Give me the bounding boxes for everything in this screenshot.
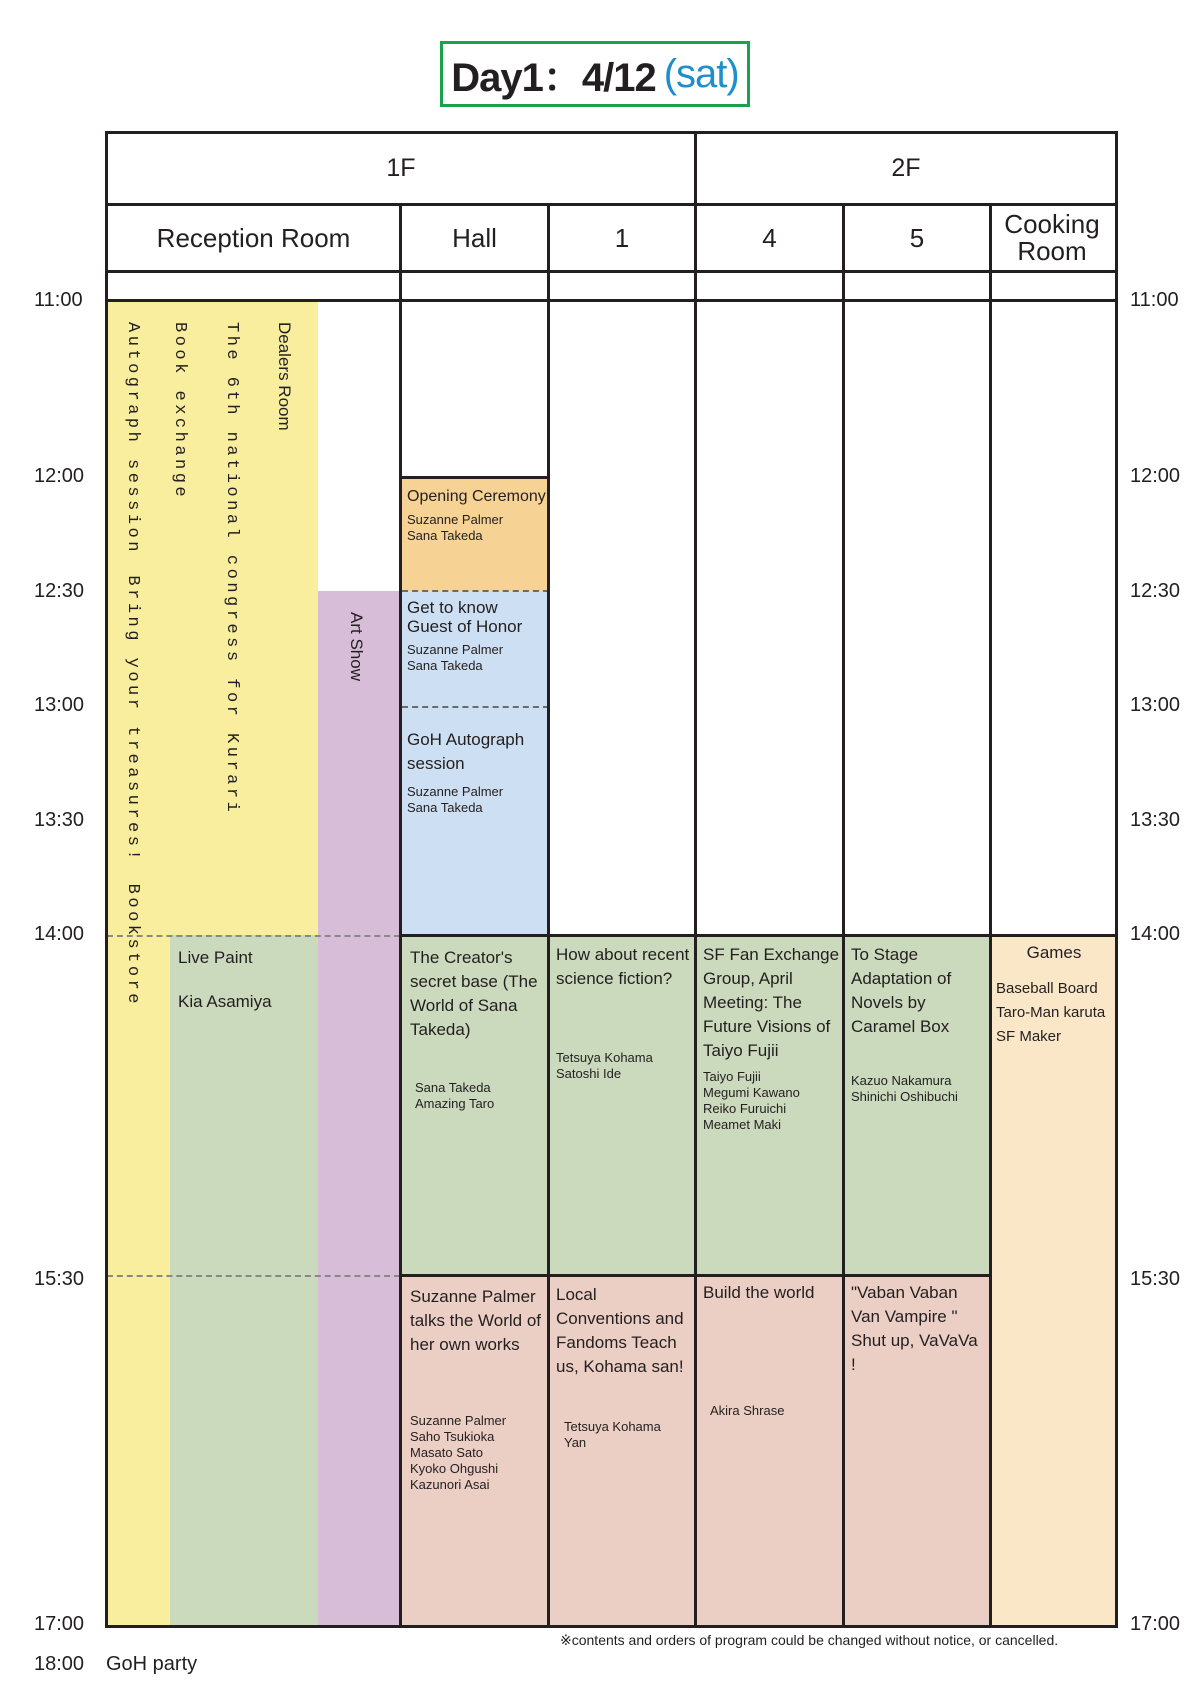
page-title: [440, 41, 750, 107]
science-event[interactable]: [556, 943, 692, 1082]
palmer-event[interactable]: [410, 1285, 545, 1493]
floor-1f-header: 1F: [386, 154, 416, 182]
kurari-congress-label: The 6th national congress for Kurari: [222, 322, 241, 816]
event-title: Suzanne Palmer talks the World of her own works: [410, 1287, 542, 1354]
time-label-left: 18:00: [34, 1653, 85, 1675]
grid-line: [106, 1625, 1118, 1628]
get-to-know-goh-event[interactable]: [407, 598, 539, 674]
stage-adaptation-event[interactable]: [851, 943, 987, 1105]
event-name: Suzanne Palmer: [407, 642, 504, 657]
dealers-room-label: Dealers Room: [275, 322, 294, 431]
event-title: The Creator's secret base (The World of Sana Takeda): [410, 948, 538, 1039]
event-names: [407, 642, 539, 674]
grid-line: [547, 203, 550, 1628]
event-name: Megumi Kawano: [703, 1085, 800, 1100]
time-label-right: 13:00: [1130, 694, 1181, 716]
art-show-label: Art Show: [347, 612, 366, 681]
fan-exchange-event[interactable]: [703, 943, 843, 1133]
event-name: Tetsuya Kohama: [564, 1419, 661, 1434]
event-names: [407, 512, 547, 544]
event-name: Tetsuya Kohama: [556, 1050, 653, 1065]
time-label-right: 15:30: [1130, 1268, 1181, 1290]
time-label-left: 12:30: [34, 580, 85, 602]
event-name: Reiko Furuichi: [703, 1101, 787, 1116]
dashed-separator: [107, 1275, 400, 1277]
games-item: Taro-Man karuta: [996, 1004, 1106, 1021]
event-title: To Stage Adaptation of Novels by Caramel Box: [851, 945, 952, 1036]
event-title: "Vaban Vaban Van Vampire " Shut up, VaVaVa !: [851, 1283, 978, 1374]
room-1-header: 1: [614, 222, 630, 253]
dashed-separator: [107, 935, 400, 937]
grid-line: [400, 934, 1118, 937]
vaban-event[interactable]: [851, 1281, 987, 1377]
room-hall-header: Hall: [452, 222, 497, 253]
event-name: Sana Takeda: [407, 800, 483, 815]
time-label-right: 17:00: [1130, 1613, 1181, 1635]
grid-line: [842, 203, 845, 1628]
book-exchange-label: Book exchange: [170, 322, 189, 501]
build-world-event[interactable]: [703, 1281, 839, 1419]
event-names: [556, 1050, 692, 1082]
grid-line: [694, 131, 697, 1628]
event-name: Amazing Taro: [415, 1096, 495, 1111]
event-name: Shinichi Oshibuchi: [851, 1089, 958, 1104]
time-label-right: 13:30: [1130, 809, 1181, 831]
local-conventions-event[interactable]: [556, 1283, 694, 1451]
time-label-right: 14:00: [1130, 923, 1181, 945]
games-item: Baseball Board: [996, 980, 1098, 997]
goh-autograph-event[interactable]: [407, 728, 542, 816]
time-label-left: 13:00: [34, 694, 85, 716]
event-name: Sana Takeda: [415, 1080, 491, 1095]
event-name: Saho Tsukioka: [410, 1429, 495, 1444]
event-name: Yan: [564, 1435, 587, 1450]
time-label-left: 12:00: [34, 465, 85, 487]
title-day: Day1：4/12: [451, 55, 656, 100]
art-show-block[interactable]: [318, 591, 400, 1627]
event-names: [851, 1073, 987, 1105]
goh-party-label: GoH party: [106, 1653, 198, 1675]
event-name: Suzanne Palmer: [410, 1413, 507, 1428]
grid-line: [399, 203, 402, 1628]
dashed-separator: [402, 706, 549, 708]
event-title: Get to know Guest of Honor: [407, 598, 523, 636]
title-weekday: (sat): [663, 51, 739, 96]
grid-line: [989, 203, 992, 1628]
grid-line: [106, 270, 1118, 273]
event-name: Suzanne Palmer: [407, 512, 504, 527]
event-names: [407, 784, 542, 816]
opening-ceremony-event[interactable]: [407, 485, 547, 544]
creator-event[interactable]: [410, 946, 544, 1112]
room-4-header: 4: [762, 222, 777, 253]
event-name: Akira Shrase: [710, 1403, 785, 1418]
event-name: Satoshi Ide: [556, 1066, 622, 1081]
grid-line: [400, 476, 549, 479]
event-name: Kazuo Nakamura: [851, 1073, 952, 1088]
event-names: [703, 1069, 843, 1133]
live-paint-names: Kia Asamiya: [178, 992, 272, 1011]
time-label-left: 17:00: [34, 1613, 85, 1635]
games-list: [996, 977, 1112, 1049]
event-names: [703, 1403, 839, 1419]
event-title: How about recent science fiction?: [556, 945, 690, 988]
time-label-left: 13:30: [34, 809, 85, 831]
grid-line: [106, 299, 1118, 302]
event-names: [410, 1080, 544, 1112]
games-item: SF Maker: [996, 1028, 1062, 1045]
games-event[interactable]: [996, 941, 1112, 1049]
autograph-bookstore-label: Autograph session Bring your treasures! Bookstore: [123, 322, 142, 1007]
room-cooking-header: Cooking Room: [1004, 209, 1100, 266]
event-name: Sana Takeda: [407, 658, 483, 673]
event-name: Masato Sato: [410, 1445, 483, 1460]
event-title: Local Conventions and Fandoms Teach us, Kohama san!: [556, 1285, 684, 1376]
event-title: Games: [1026, 943, 1082, 962]
event-names: [410, 1413, 545, 1493]
event-name: Kyoko Ohgushi: [410, 1461, 499, 1476]
event-title: Build the world: [703, 1283, 815, 1302]
live-paint-title: Live Paint: [178, 948, 253, 967]
time-label-right: 11:00: [1130, 289, 1179, 311]
event-title: Opening Ceremony: [407, 488, 546, 505]
live-paint-block[interactable]: [170, 935, 318, 1627]
event-name: Sana Takeda: [407, 528, 483, 543]
event-name: Suzanne Palmer: [407, 784, 504, 799]
program-note: ※contents and orders of program could be changed without notice, or cancelled.: [560, 1632, 1059, 1648]
event-title: GoH Autograph session: [407, 730, 525, 773]
floor-2f-header: 2F: [891, 154, 921, 182]
time-label-left: 11:00: [34, 289, 83, 311]
dashed-separator: [402, 590, 549, 592]
time-label-right: 12:00: [1130, 465, 1181, 487]
event-title: SF Fan Exchange Group, April Meeting: The Future Visions of Taiyo Fujii: [703, 945, 840, 1060]
time-label-left: 14:00: [34, 923, 85, 945]
room-5-header: 5: [909, 222, 925, 253]
room-reception-header: Reception Room: [156, 222, 351, 253]
event-name: Kazunori Asai: [410, 1477, 490, 1492]
grid-line: [105, 131, 108, 1628]
event-name: Taiyo Fujii: [703, 1069, 761, 1084]
event-names: [556, 1419, 694, 1451]
event-name: Meamet Maki: [703, 1117, 782, 1132]
time-label-right: 12:30: [1130, 580, 1181, 602]
time-label-left: 15:30: [34, 1268, 85, 1290]
grid-line: [1115, 131, 1118, 1628]
